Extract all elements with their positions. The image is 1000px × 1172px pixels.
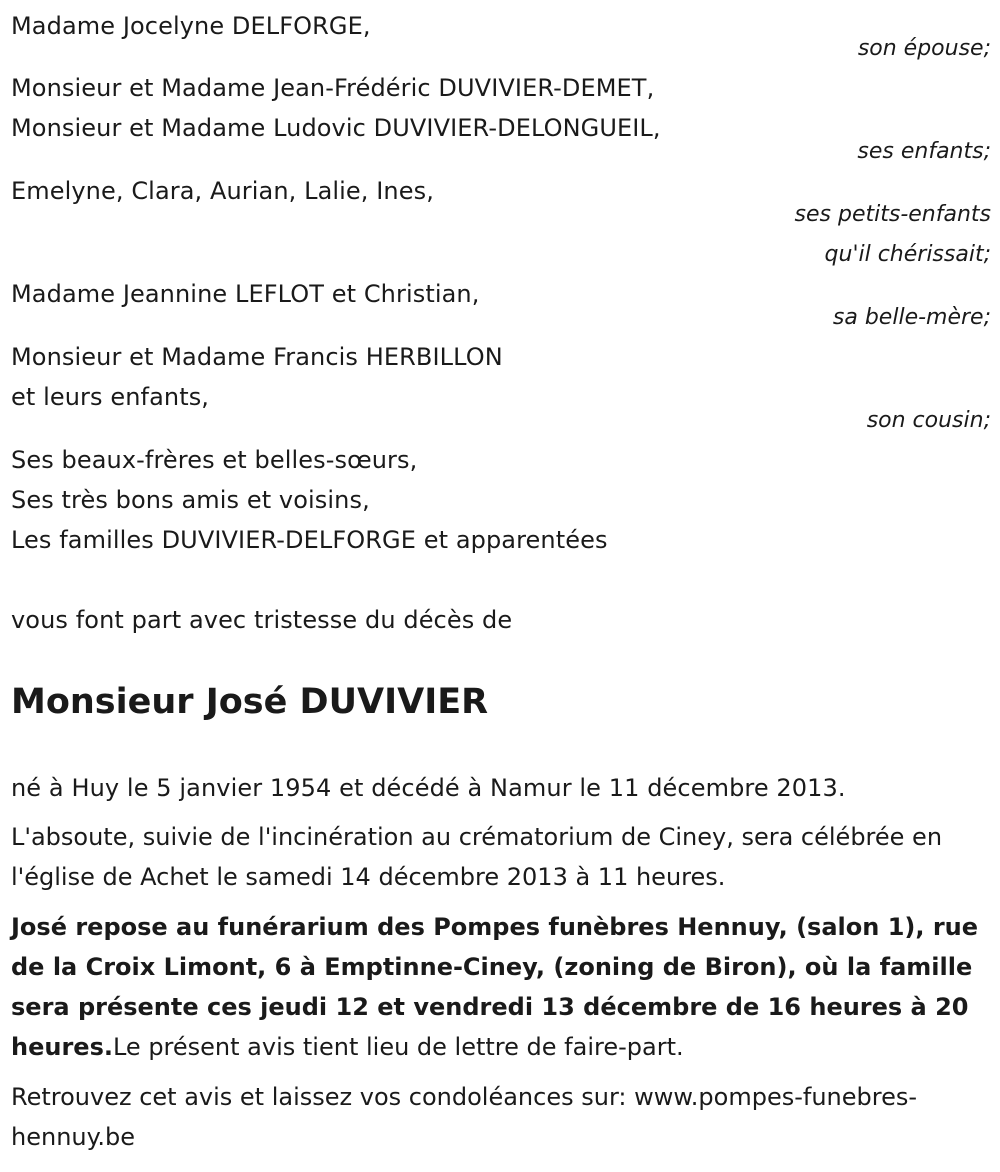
cousin-name-line-2: et leurs enfants, [11, 383, 210, 411]
grandchildren-relation-line-1: ses petits-enfants [794, 202, 991, 227]
wife-relation: son épouse; [857, 36, 991, 61]
visitation-paragraph [11, 907, 991, 1067]
mother-in-law-name: Madame Jeannine LEFLOT et Christian, [11, 280, 480, 308]
notice-text: Le présent avis tient lieu de lettre de faire-part. [112, 1033, 684, 1061]
in-laws-line: Ses beaux-frères et belles-sœurs, [11, 446, 418, 474]
grandchildren-relation-line-2: qu'il chérissait; [824, 242, 991, 267]
cousin-relation: son cousin; [866, 408, 991, 433]
visitation-details: José repose au funérarium des Pompes funèbres Hennuy, (salon 1), rue de la Croix Limont, 6 à Emptinne-Ciney, (zoning de Biron), où la famille sera présente ces jeudi 12 et vendredi 13 décembre de 16 heures à 20 heures. [11, 913, 979, 1061]
child-2-name: Monsieur et Madame Ludovic DUVIVIER-DELONGUEIL, [11, 114, 661, 142]
mother-in-law-relation: sa belle-mère; [832, 305, 991, 330]
condolences-text: Retrouvez cet avis et laissez vos condoléances sur: www.pompes-funebres-hennuy.be [11, 1083, 918, 1151]
families-line: Les familles DUVIVIER-DELFORGE et apparentées [11, 526, 608, 554]
friends-line: Ses très bons amis et voisins, [11, 486, 370, 514]
deceased-name: Monsieur José DUVIVIER [11, 682, 489, 722]
grandchildren-names: Emelyne, Clara, Aurian, Lalie, Ines, [11, 177, 434, 205]
cousin-name-line-1: Monsieur et Madame Francis HERBILLON [11, 343, 503, 371]
announcement: vous font part avec tristesse du décès de [11, 606, 513, 634]
ceremony-details: L'absoute, suivie de l'incinération au crématorium de Ciney, sera célébrée en l'église de Achet le samedi 14 décembre 2013 à 11 heures. [11, 823, 943, 891]
wife-name: Madame Jocelyne DELFORGE, [11, 12, 371, 40]
child-1-name: Monsieur et Madame Jean-Frédéric DUVIVIER-DEMET, [11, 74, 655, 102]
children-relation: ses enfants; [857, 139, 991, 164]
birth-death-dates: né à Huy le 5 janvier 1954 et décédé à Namur le 11 décembre 2013. [11, 774, 846, 802]
